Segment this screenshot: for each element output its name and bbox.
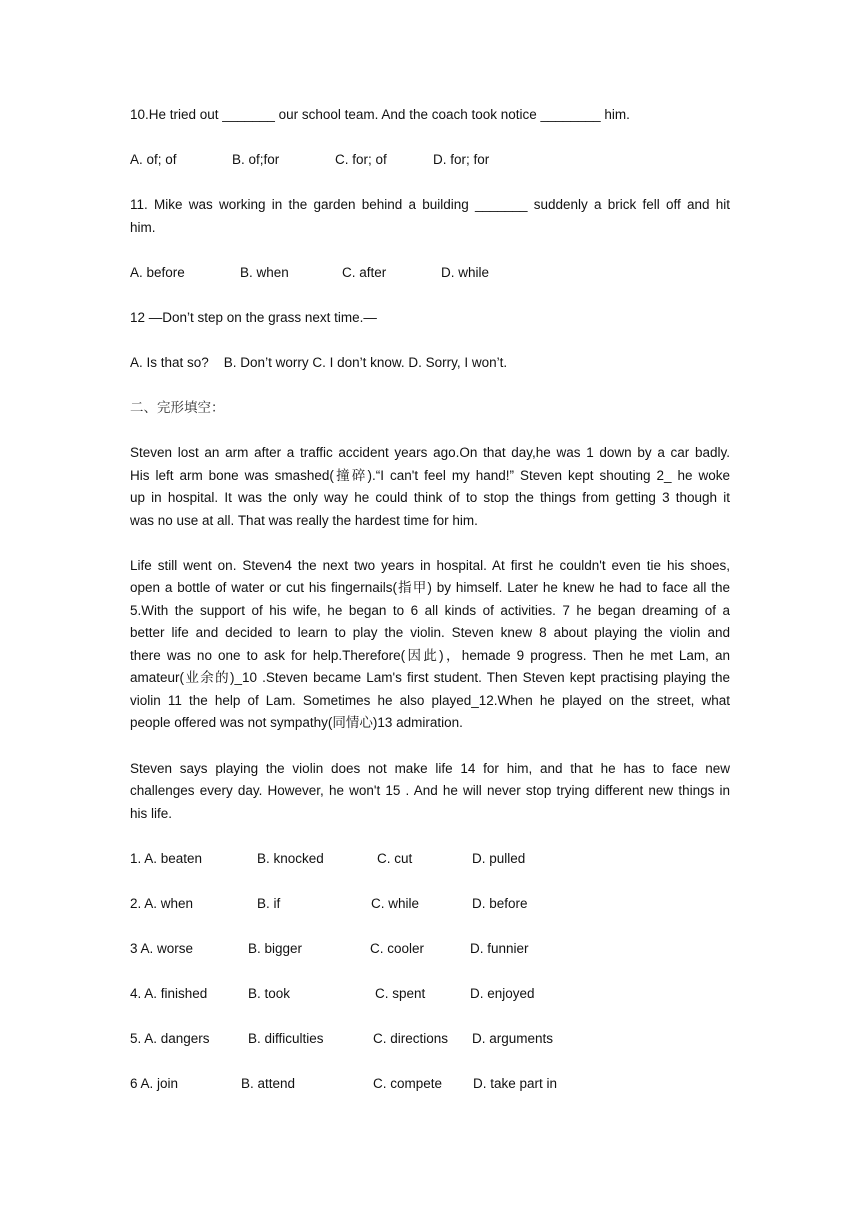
choice-4-b: B. took [248,986,291,1001]
choice-2-a: 2. A. when [130,896,194,911]
passage-p2-line8: people offered was not sympathy(同情心)13 admiration. [130,715,463,730]
q10-option-b: B. of;for [232,152,280,167]
passage-p1-line3: up in hospital. It was the only way he could think of to stop the things from getting 3 though it [130,490,730,505]
passage-p1-line2: His left arm bone was smashed(撞碎).“I can't feel my hand!” Steven kept shouting 2_ he woke [130,468,730,483]
choice-2-d: D. before [472,896,528,911]
passage-p3-line1: Steven says playing the violin does not make life 14 for him, and that he has to face new [130,761,730,776]
question-12-options: A. Is that so? B. Don’t worry C. I don’t know. D. Sorry, I won’t. [130,355,508,370]
question-11-stem-line1: 11. Mike was working in the garden behind a building _______ suddenly a brick fell off and hit [130,197,730,212]
choice-2-b: B. if [257,896,281,911]
choice-4-d: D. enjoyed [470,986,535,1001]
passage-p1-line1: Steven lost an arm after a traffic accident years ago.On that day,he was 1 down by a car badly. [130,445,730,460]
q11-option-d: D. while [441,265,490,280]
passage-p2-line1: Life still went on. Steven4 the next two years in hospital. At first he couldn't even tie his shoes, [130,558,730,573]
choice-6-c: C. compete [373,1076,443,1091]
choice-4-a: 4. A. finished [130,986,208,1001]
choice-3-d: D. funnier [470,941,529,956]
passage-p2-line2: open a bottle of water or cut his fingernails(指甲) by himself. Later he knew he had to face all the [130,580,730,595]
passage-p2-line5: there was no one to ask for help.Therefore(因此)，hemade 9 progress. Then he met Lam, an [130,648,730,663]
choice-4-c: C. spent [375,986,426,1001]
choice-6-a: 6 A. join [130,1076,179,1091]
choice-2-c: C. while [371,896,420,911]
choice-1-d: D. pulled [472,851,526,866]
q11-option-b: B. when [240,265,289,280]
passage-p2-line6: amateur(业余的)_10 .Steven became Lam's first student. Then Steven kept practising playing the [130,670,730,685]
choice-5-d: D. arguments [472,1031,554,1046]
choice-6-b: B. attend [241,1076,296,1091]
choice-5-c: C. directions [373,1031,449,1046]
question-10-stem: 10.He tried out _______ our school team. And the coach took notice ________ him. [130,107,630,122]
choice-3-c: C. cooler [370,941,425,956]
choice-5-a: 5. A. dangers [130,1031,210,1046]
q10-option-c: C. for; of [335,152,387,167]
passage-p1-line4: was no use at all. That was really the hardest time for him. [130,513,478,528]
choice-5-b: B. difficulties [248,1031,324,1046]
question-12-stem: 12 —Don’t step on the grass next time.— [130,310,377,325]
passage-p2-line3: 5.With the support of his wife, he began to 6 all kinds of activities. 7 he began dreaming of a [130,603,730,618]
choice-1-c: C. cut [377,851,413,866]
passage-p2-line7: violin 11 the help of Lam. Sometimes he also played_12.When he played on the street, what [130,693,730,708]
passage-p3-line3: his life. [130,806,173,821]
choice-3-a: 3 A. worse [130,941,194,956]
q10-option-d: D. for; for [433,152,490,167]
passage-p3-line2: challenges every day. However, he won't 15 . And he will never stop trying different new things in [130,783,730,798]
q11-option-a: A. before [130,265,185,280]
choice-6-d: D. take part in [473,1076,558,1091]
q10-option-a: A. of; of [130,152,177,167]
passage-p2-line4: better life and decided to learn to play the violin. Steven knew 8 about playing the violin and [130,625,730,640]
choice-1-a: 1. A. beaten [130,851,203,866]
section-title: 二、完形填空： [130,400,225,416]
question-11-stem-line2: him. [130,220,156,235]
choice-1-b: B. knocked [257,851,324,866]
choice-3-b: B. bigger [248,941,303,956]
q11-option-c: C. after [342,265,387,280]
